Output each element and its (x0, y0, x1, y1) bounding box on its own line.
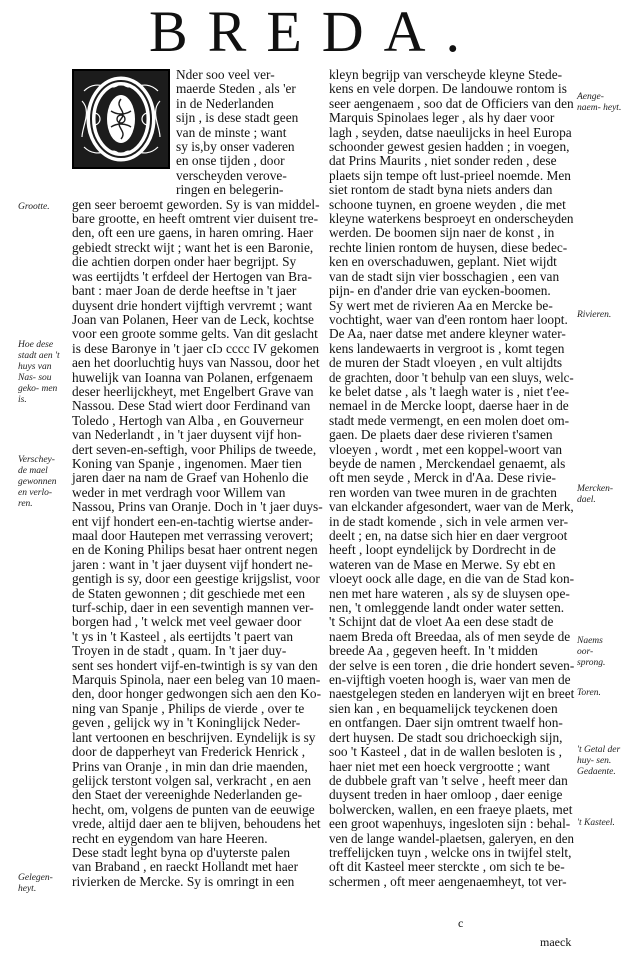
text-line: ven de lange wandel-plaetsen, galeryen, en den (329, 830, 574, 846)
text-line: plaets sijn tempe oft lust-prieel noemde. Men (329, 167, 571, 183)
margin-note-toren: Toren. (577, 688, 601, 698)
text-line: maal door Hautepen met verrassing verovert; (72, 528, 314, 543)
text-line: ke belet datse , als 't laegh water is , niet t'ee- (329, 383, 570, 399)
text-line: Sy wert met de rivieren Aa en Mercke be- (329, 297, 553, 313)
text-line: naem Breda oft Breedaa, als of men seyde de (329, 628, 571, 644)
text-line: van Braband , en raeckt Hollandt met haer (72, 859, 299, 875)
text-line: aen het doorluchtig huys van Nassou, door het (72, 355, 320, 371)
text-line: deser heerlijckheyt, met Engelbert Grave van (72, 383, 314, 399)
text-line: pijn- en d'ander drie van eycken-boomen. (329, 283, 551, 299)
text-line: duysent treden in haer omloop , daer eenige (329, 787, 563, 803)
text-line: oft men seyde , Merck in d'Aa. Dese rivie- (329, 470, 556, 486)
text-line: Nassou. Dese Stad wiert door Ferdinand van (72, 398, 311, 414)
text-line: gentigh is sy, door een geestige krijgslist, voor (72, 571, 320, 587)
text-line: Troyen in de stadt , quam. In 't jaer duy- (72, 643, 287, 659)
text-line: schoone tuynen, en groene weyden , die met (329, 196, 566, 212)
text-line: in de stadt komende , sich in vele armen ver- (329, 513, 569, 529)
text-line: kleyn begrijp van verscheyde kleyne Stede- (329, 67, 563, 82)
text-line: de dubbele graft van 't selve , heeft meer dan (329, 772, 568, 788)
text-line: maerde Steden , als 'er (176, 81, 296, 97)
text-line: nen, 't omleggende landt onder water setten. (329, 600, 565, 616)
margin-note-getal: 't Getal der huy- sen. Gedaente. (577, 745, 621, 777)
text-line: en-vijftigh voeten hoogh is, waer van men de (329, 672, 571, 688)
text-line: dat Prins Maurits , niet sonder reden , dese (329, 153, 557, 169)
text-line: gaen. De plaets daer dese rivieren t'samen (329, 427, 553, 443)
margin-note-text: Hoe dese stadt aen 't huys van Nas- sou geko- men is. (18, 340, 60, 405)
text-line: beyde de namen , Merckendael genaemt, als (329, 455, 566, 471)
text-line: nemael in de Mercke loopt, daerse haer in de (329, 398, 569, 414)
text-line: jaren : want in 't jaer duysent vijf hondert ne- (72, 556, 313, 572)
text-line: Dese stadt leght byna op d'uyterste palen (72, 844, 291, 860)
text-line: soo 't Kasteel , dat in de wallen besloten is , (329, 744, 562, 760)
text-line: de Staten gewonnen ; dit geschiede met een (72, 585, 306, 601)
text-line: van de stadt sijn vier bosschagien , een van (329, 268, 560, 284)
text-line: Koning van Spanje , ingenomen. Maer tien (72, 455, 302, 471)
text-line: den, door honger gedwongen sich aen den Ko- (72, 686, 322, 702)
text-line: die achtien dorpen onder haer begrijpt. Sy (72, 254, 297, 270)
text-line: van Nederlandt , in 't jaer duysent vijf hon- (72, 427, 302, 443)
signature-mark: c (458, 916, 464, 930)
text-line: schermen , oft meer aengenaemheyt, tot ver- (329, 873, 567, 889)
text-line: de grachten, door 't behulp van een sluys, welc- (329, 369, 574, 385)
text-line: ken en overschaduwen, geplant. Niet wijdt (329, 254, 557, 270)
text-line: geven , gelijck wy in 't Koninglijck Neder- (72, 715, 301, 731)
text-line: rivierken de Mercke. Sy is omringt in een (72, 873, 295, 889)
left-column-text (72, 68, 324, 889)
text-line: vloeyt oock alle dage, en die van de Stad kon- (329, 571, 575, 587)
margin-note-verschey: Verschey- de mael gewonnen en verlo- ren. (18, 455, 57, 509)
text-line: naestgelegen steden en landeryen wijt en breet (329, 686, 575, 702)
margin-note-rivieren: Rivieren. (577, 310, 612, 320)
text-line: verscheyden verove- (176, 167, 287, 183)
text-line: en onse tijden , door (176, 153, 285, 169)
text-line: den Staet der vereenighde Nederlanden ge- (72, 787, 303, 803)
text-line: gebiedt streckt wijt ; want het is een Baronie, (72, 239, 314, 255)
text-line: siet rontom de stadt byna niets anders dan (329, 182, 553, 198)
text-line: bolwercken, wallen, en een fraeye plaets, met (329, 801, 573, 817)
text-line: ent vijf hondert een-en-tachtig wiertse ander- (72, 513, 313, 529)
text-line: van elckander afgesondert, waer van de Merk, (329, 499, 574, 515)
text-line: duysent drie hondert vijftigh vervremt ; want (72, 297, 313, 313)
text-line: dert huysen. De stadt sou drichoeckigh sijn, (329, 729, 563, 745)
text-line: Joan van Polanen, Heer van de Leck, kochtse (72, 311, 314, 327)
left-column (72, 68, 324, 889)
text-line: ringen en belegerin- (176, 182, 284, 198)
text-line: hecht, om, volgens de punten van de eeuwige (72, 801, 315, 817)
margin-note-grootte: Grootte. (18, 202, 50, 212)
text-line: Marquis Spinola, naer een beleg van 10 maen- (72, 672, 321, 688)
text-line: lant vertoonen en beschrijven. Eyndelijk is sy (72, 729, 316, 745)
margin-note-aengenaem: Aenge- naem- heyt. (577, 92, 622, 113)
text-line: haer niet met een hoeck vergrootte ; want (329, 758, 550, 774)
text-line: Nder soo veel ver- (176, 67, 275, 82)
margin-note-kasteel: 't Kasteel. (577, 818, 615, 828)
text-line: huwelijk van Ioanna van Polanen, erfgenaem (72, 369, 313, 385)
text-line: gelijck terstont volgen sal, verkracht , en aen (72, 772, 311, 788)
text-line: Marquis Spinolaes leger , als hy daer voor (329, 110, 555, 126)
text-line: bare grootte, en heeft omtrent vier duisent tre- (72, 211, 319, 227)
text-line: werden. De boomen sijn naer de konst , in (329, 225, 555, 241)
text-line: heeft , loopt eyndelijck by Dordrecht in de (329, 542, 556, 558)
text-line: vloeyen , wordt , met een koppel-woort van (329, 441, 563, 457)
text-line: dert seven-en-seftigh, voor Philips de tweede, (72, 441, 317, 457)
text-line: in de Nederlanden (176, 95, 274, 111)
text-line: gen seer beroemt geworden. Sy is van middel- (72, 196, 320, 212)
text-line: deelt ; en, na datse sich hier en daer vergroot (329, 528, 568, 543)
text-line: en ontfangen. Daer sijn omtrent twaelf hon- (329, 715, 563, 731)
text-line: door de dapperheyt van Frederick Henrick , (72, 744, 306, 760)
text-line: nen met hare wateren , als sy de sluysen ope- (329, 585, 570, 601)
text-line: en de Koning Philips besat haer ontrent negen (72, 542, 318, 558)
catchword: maeck (540, 935, 572, 949)
margin-note-hoe-dese (18, 340, 62, 406)
text-line: stadt mede vermengt, en een molen doet om- (329, 412, 570, 428)
margin-note-naems: Naems oor- sprong. (577, 636, 606, 668)
text-line: schoonder gewest gesien hadden ; in voegen, (329, 139, 570, 155)
text-line: de muren der Stadt vloeyen , en vult altijdts (329, 355, 563, 371)
text-line: sy is,by onser vaderen (176, 139, 295, 155)
text-line: sent ses hondert vijf-en-twintigh is sy van den (72, 657, 318, 673)
text-line: 't Schijnt dat de vloet Aa een dese stadt de (329, 614, 554, 630)
text-line: treffelijcken tuyn , welcke ons in twijfel stelt, (329, 844, 572, 860)
text-line: wateren van de Mase en Merwe. Sy ebt en (329, 556, 556, 572)
text-line: bant : maer Joan de derde heeftse in 't jaer (72, 283, 297, 299)
text-line: lagh , seyden, datse naeulijcks in heel Europa (329, 124, 572, 140)
text-line: den, oft een ure gaens, in haren omring. Haer (72, 225, 314, 241)
text-line: borgen had , 't welck met veel gewaer door (72, 614, 302, 630)
text-line: Toledo , Hertogh van Alba , en Gouverneur (72, 412, 304, 428)
text-line: een groot wapenhuys, ingesloten sijn : behal- (329, 816, 571, 832)
text-line: voor een groote somme gelts. Van dit geslacht (72, 326, 318, 342)
text-line: De Aa, naer datse met andere kleyner water- (329, 326, 566, 342)
text-line: vrede, altijd daer aen te blijven, behoudens het (72, 816, 321, 832)
text-line: der selve is een toren , die drie hondert seven- (329, 657, 575, 673)
text-line: Prins van Oranje , in min dan drie maenden, (72, 758, 308, 774)
text-line: Nassou, Prins van Oranje. Doch in 't jaer duys- (72, 499, 323, 515)
text-line: vochtight, waer van d'een rontom haer loopt. (329, 311, 568, 327)
text-line: recht en eygendom van hare Heeren. (72, 830, 268, 846)
text-line: jaren daer na nam de Graef van Hohenlo die (72, 470, 309, 486)
text-line: oft dit Kasteel meer sterckte , om sich te be- (329, 859, 565, 875)
text-line: kens landewaerts in vergroot is , komt tegen (329, 340, 565, 356)
text-line: weder in met verdragh voor Willem van (72, 484, 286, 500)
text-line: ren worden van twee muren in de grachten (329, 484, 557, 500)
text-line: sien kan , en bequamelijck teyckenen doen (329, 700, 558, 716)
text-line: breede Aa , gegeven heeft. In 't midden (329, 643, 538, 659)
margin-note-merckendael: Mercken- dael. (577, 484, 614, 505)
text-line: seer aengenaem , soo dat de Officiers van den (329, 95, 574, 111)
right-column (329, 68, 574, 889)
text-line: 't ys in 't Kasteel , als eertijdts 't paert van (72, 628, 294, 644)
text-line: kens en vele dorpen. De landouwe rontom is (329, 81, 567, 97)
right-column-text (329, 68, 574, 889)
page-title: BREDA. (148, 0, 481, 64)
text-line: sijn , is dese stadt geen (176, 110, 299, 126)
text-line: rechte linien rontom de huysen, diese bedec- (329, 239, 568, 255)
text-line: is dese Baronye in 't jaer cIɔ cccc IV gekomen (72, 340, 320, 356)
margin-note-gelegen: Gelegen- heyt. (18, 873, 53, 894)
text-line: was eertijdts 't erfdeel der Hertogen van Bra- (72, 268, 312, 284)
text-line: turf-schip, daer in een seventigh mannen ver- (72, 600, 314, 616)
text-line: van de minste ; want (176, 124, 287, 140)
text-line: ning van Spanje , Philips de vierde , over te (72, 700, 305, 716)
text-line: kleyne waterkens besproeyt en onderscheyden (329, 211, 574, 227)
